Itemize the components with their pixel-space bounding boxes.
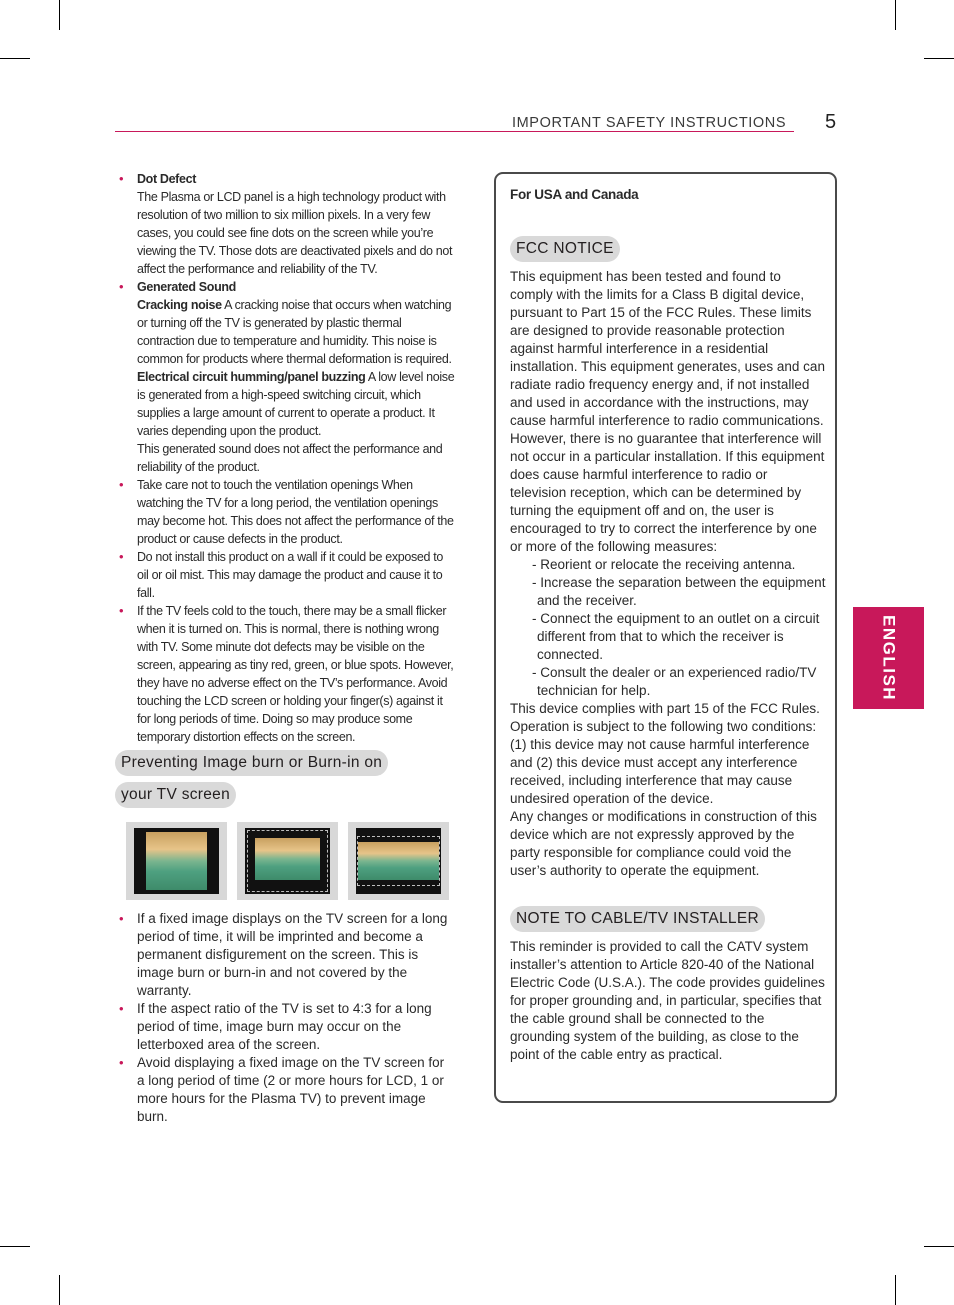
list-item (115, 548, 455, 602)
list-item (115, 1000, 455, 1054)
crop-mark (924, 58, 954, 59)
region-label: For USA and Canada (510, 187, 639, 202)
page-number: 5 (825, 111, 837, 133)
bullet-text: If the TV feels cold to the touch, there may be a small flicker when it is turned on. This is normal, there is nothing wrong with TV. Some minute dot defects may be visible on the screen, appearing as tiny red, green, or blue spots. However, they have no adverse effect on the TV’s performance. Avoid touching the LCD screen or holding your finger(s) against it for long periods of time. Doing so may produce some temporary distortion effects on the screen. (137, 604, 454, 744)
tv-screen-illustration (126, 822, 227, 900)
measures-list (510, 556, 826, 700)
language-tab-label: ENGLISH (879, 614, 899, 702)
crop-mark (0, 58, 30, 59)
tv-screen (356, 828, 441, 894)
catv-heading: NOTE TO CABLE/TV INSTALLER (510, 906, 765, 932)
catv-text: This reminder is provided to call the CATV system installer’s attention to Article 820-40 of the National Electric Code (U.S.A.). The code provides guidelines for proper grounding and, in particular, specifies that the cable ground shall be connected to the grounding system of the building, as close to the point of the cable entry as practical. (510, 939, 825, 1062)
burn-outline (247, 830, 328, 892)
measure-item: - Reorient or relocate the receiving antenna. (532, 557, 796, 572)
burn-illustrations (126, 822, 455, 900)
paragraph-text: This generated sound does not affect the performance and reliability of the product. (137, 442, 443, 474)
bullet-icon: • (119, 911, 124, 926)
list-item (115, 170, 455, 278)
left-column (115, 170, 455, 1126)
bullet-text: If the aspect ratio of the TV is set to 4:3 for a long period of time, image burn may occur on the letterboxed area of the screen. (137, 1001, 432, 1052)
list-item (115, 278, 455, 476)
bullet-text: Take care not to touch the ventilation openings When watching the TV for a long period, the ventilation openings may become hot. This does not affect the performance of the product or cause defects in the product. (137, 478, 454, 546)
language-tab (853, 607, 924, 709)
bullet-icon: • (119, 279, 124, 294)
fcc-intro: This equipment has been tested and found to comply with the limits for a Class B digital device, pursuant to Part 15 of the FCC Rules. These limits are designed to provide reasonable protection against harmful interference in a residential installation. This equipment generates, uses and can radiate radio frequency energy and, if not installed and used in accordance with the instructions, may cause harmful interference to radio communications. However, there is no guarantee that interference will not occur in a particular installation. If this equipment does cause harmful interference to radio or television reception, which can be determined by turning the equipment off and on, the user is encouraged to try to correct the interference by one or more of the following measures: (510, 269, 825, 554)
burn-list (115, 910, 455, 1126)
list-item (115, 910, 455, 1000)
bullet-icon: • (119, 1055, 124, 1070)
tv-screen-illustration (348, 822, 449, 900)
precaution-list (115, 170, 455, 746)
header-rule (115, 131, 794, 132)
bullet-icon: • (119, 549, 124, 564)
bullet-icon: • (119, 171, 124, 186)
bullet-title: Dot Defect (137, 172, 197, 186)
crop-mark (895, 0, 896, 30)
bullet-icon: • (119, 603, 124, 618)
burn-outline (357, 836, 440, 886)
tv-screen (245, 828, 330, 894)
list-item (115, 602, 455, 746)
fcc-compliance: This device complies with part 15 of the FCC Rules. Operation is subject to the following two conditions: (1) this device may not cause harmful interference and (2) this device must accept any interference received, including interference that may cause undesired operation of the device. (510, 701, 820, 806)
measure-item: - Increase the separation between the equipment and the receiver. (532, 575, 826, 608)
bullet-icon: • (119, 477, 124, 492)
list-item (115, 1054, 455, 1126)
bullet-text: If a fixed image displays on the TV screen for a long period of time, it will be imprinted and become a permanent disfigurement on the screen. This is image burn or burn-in and not covered by the warranty. (137, 911, 448, 998)
tv-screen-illustration (237, 822, 338, 900)
measure-item: - Consult the dealer or an experienced radio/TV technician for help. (532, 665, 817, 698)
bullet-title: Generated Sound (137, 280, 236, 294)
burn-heading (115, 750, 455, 814)
paragraph-lead: Cracking noise (137, 298, 222, 312)
fcc-notice-content (510, 186, 826, 1064)
crop-mark (59, 0, 60, 30)
bullet-text: Avoid displaying a fixed image on the TV screen for a long period of time (2 or more hours for LCD, 1 or more hours for the Plasma TV) to prevent image burn. (137, 1055, 445, 1124)
landscape-image (146, 832, 207, 890)
list-item (115, 476, 455, 548)
burn-heading-line2: your TV screen (115, 782, 236, 808)
fcc-notice-box (494, 172, 837, 1103)
tv-screen (134, 828, 219, 894)
section-title: IMPORTANT SAFETY INSTRUCTIONS (512, 115, 787, 131)
fcc-changes: Any changes or modifications in construction of this device which are not expressly approved by the party responsible for compliance could void the user’s authority to operate the equipment. (510, 809, 817, 878)
paragraph (137, 368, 455, 440)
crop-mark (924, 1246, 954, 1247)
crop-mark (895, 1275, 896, 1305)
paragraph-text: A cracking noise that occurs when watching or turning off the TV is generated by plastic thermal contraction due to temperature and humidity. This noise is common for products where thermal deformation is required. (137, 298, 452, 366)
bullet-text: The Plasma or LCD panel is a high technology product with resolution of two million to six million pixels. In a very few cases, you could see fine dots on the screen while you’re viewing the TV. Those dots are deactivated pixels and do not affect the performance and reliability of the TV. (137, 190, 453, 276)
crop-mark (0, 1246, 30, 1247)
paragraph-text: A low level noise is generated from a high-speed switching circuit, which supplies a large amount of current to operate a product. It varies depending upon the product. (137, 370, 455, 438)
bullet-icon: • (119, 1001, 124, 1016)
fcc-heading: FCC NOTICE (510, 236, 620, 262)
burn-heading-line1: Preventing Image burn or Burn-in on (115, 750, 388, 776)
bullet-text: Do not install this product on a wall if it could be exposed to oil or oil mist. This may damage the product and cause it to fall. (137, 550, 443, 600)
measure-item: - Connect the equipment to an outlet on a circuit different from that to which the receiver is connected. (532, 611, 820, 662)
crop-mark (59, 1275, 60, 1305)
paragraph-lead: Electrical circuit humming/panel buzzing (137, 370, 366, 384)
paragraph (137, 296, 455, 368)
